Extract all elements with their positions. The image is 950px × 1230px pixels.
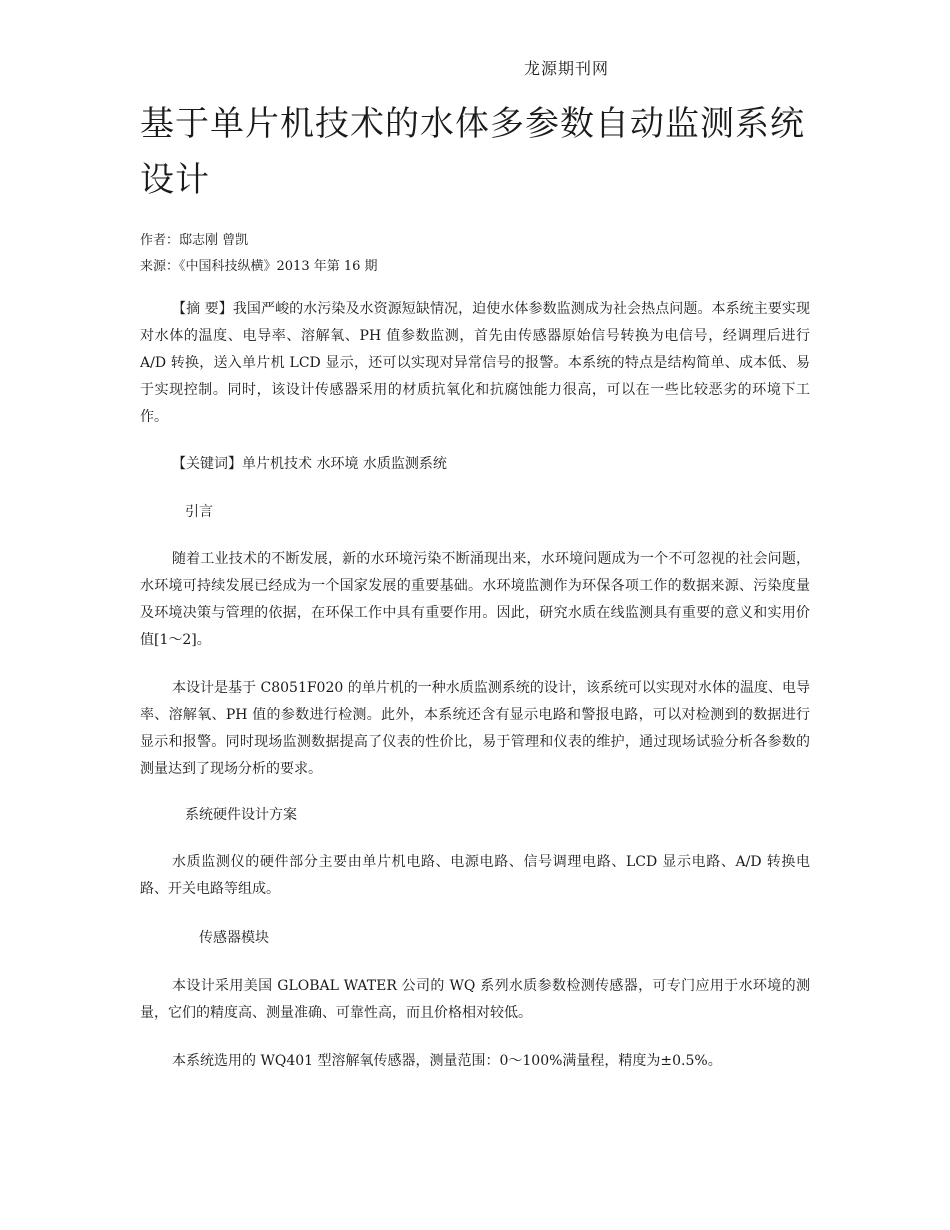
keywords-paragraph: 【关键词】单片机技术 水环境 水质监测系统 (172, 456, 447, 472)
hardware-paragraph: 水质监测仪的硬件部分主要由单片机电路、电源电路、信号调理电路、LCD 显示电路、A/D 转换电路、开关电路等组成。 (140, 854, 810, 897)
author-line: 作者：邸志刚 曾凯 (140, 233, 249, 248)
source-line: 来源：《中国科技纵横》2013 年第 16 期 (140, 259, 378, 274)
page-title: 基于单片机技术的水体多参数自动监测系统设计 (140, 104, 805, 200)
abstract-paragraph: 【摘 要】我国严峻的水污染及水资源短缺情况，迫使水体参数监测成为社会热点问题。本系统主要实现对水体的温度、电导率、溶解氧、PH 值参数监测，首先由传感器原始信号转换为电信号，经调理后进行 A/D 转换，送入单片机 LCD 显示，还可以实现对异常信号的报警。本系统的特点是结构简单、成本低、易于实现控制。同时，该设计传感器采用的材质抗氧化和抗腐蚀能力很高，可以在一些比较恶劣的环境下工作。 (140, 301, 810, 425)
site-name: 龙源期刊网 (524, 59, 610, 78)
section-heading-sensor: 传感器模块 (199, 930, 269, 946)
section-heading-hardware: 系统硬件设计方案 (185, 807, 297, 823)
section-heading-intro: 引言 (185, 504, 213, 520)
intro-paragraph-1: 随着工业技术的不断发展，新的水环境污染不断涌现出来，水环境问题成为一个不可忽视的社会问题，水环境可持续发展已经成为一个国家发展的重要基础。水环境监测作为环保各项工作的数据来源、污染度量及环境决策与管理的依据，在环保工作中具有重要作用。因此，研究水质在线监测具有重要的意义和实用价值[1～2]。 (140, 551, 810, 648)
sensor-paragraph-1: 本设计采用美国 GLOBAL WATER 公司的 WQ 系列水质参数检测传感器，可专门应用于水环境的测量，它们的精度高、测量准确、可靠性高，而且价格相对较低。 (140, 978, 810, 1021)
intro-paragraph-2: 本设计是基于 C8051F020 的单片机的一种水质监测系统的设计，该系统可以实现对水体的温度、电导率、溶解氧、PH 值的参数进行检测。此外，本系统还含有显示电路和警报电路，可以对检测到的数据进行显示和报警。同时现场监测数据提高了仪表的性价比，易于管理和仪表的维护，通过现场试验分析各参数的测量达到了现场分析的要求。 (140, 680, 810, 777)
sensor-paragraph-2: 本系统选用的 WQ401 型溶解氧传感器，测量范围：0～100%满量程，精度为±0.5%。 (172, 1053, 722, 1069)
article-meta (140, 228, 378, 280)
